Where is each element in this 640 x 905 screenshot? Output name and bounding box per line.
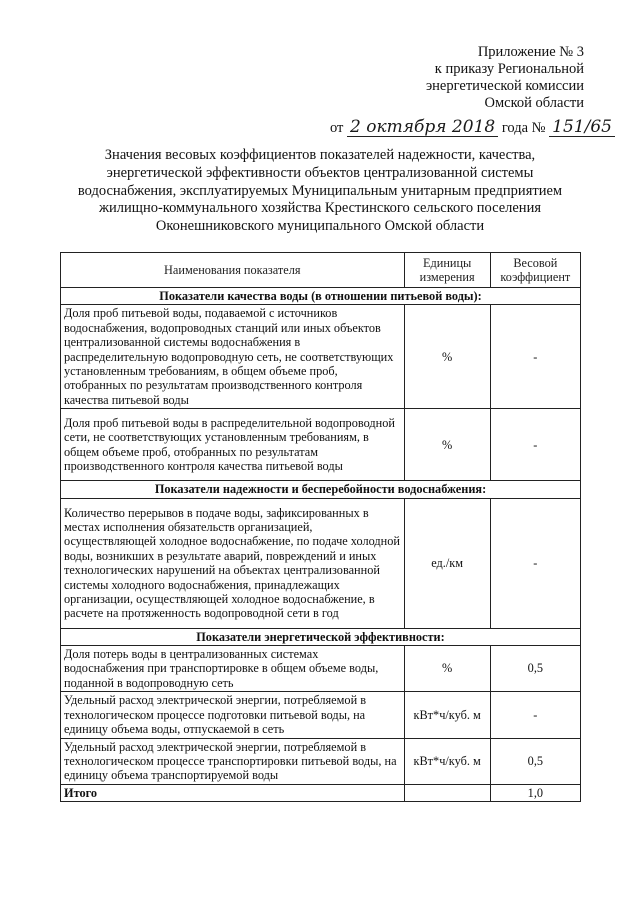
indicator-unit: %	[404, 409, 490, 481]
document-title	[60, 147, 580, 236]
table-header-row	[61, 253, 581, 288]
indicator-unit: %	[404, 646, 490, 692]
indicator-coefficient: -	[490, 409, 580, 481]
header-line: Приложение № 3	[477, 44, 584, 60]
indicator-name: Количество перерывов в подаче воды, зафиксированных в местах исполнения обязательств организацией, осуществляющей холодное водоснабжение, по подаче холодной воды, возникших в результате аварий, повреждений и иных технологических нарушений на объектах централизованной системы холодного водоснабжения, принадлежащих организации, осуществляющей холодное водоснабжение, в расчете на протяженность водопроводной сети в год	[61, 498, 405, 628]
title-line: энергетической эффективности объектов централизованной системы	[106, 164, 534, 181]
indicator-unit: %	[404, 305, 490, 409]
appendix-header	[324, 44, 584, 112]
indicator-name: Доля проб питьевой воды в распределительной водопроводной сети, не соответствующих установленным требованиям, в общем объеме проб, отобранных по результатам производственного контроля качества питьевой воды	[61, 409, 405, 481]
section-row-reliability	[61, 481, 581, 498]
total-label: Итого	[61, 784, 405, 801]
column-header-name: Наименования показателя	[61, 253, 405, 288]
table-row	[61, 738, 581, 784]
indicator-name: Доля проб питьевой воды, подаваемой с источников водоснабжения, водопроводных станций или иных объектов централизованной системы водоснабжения в распределительную водопроводную сеть, не соответствующих установленным требованиям, в общем объеме проб, отобранных по результатам производственного контроля качества питьевой воды	[61, 305, 405, 409]
indicator-unit: кВт*ч/куб. м	[404, 738, 490, 784]
indicator-unit: кВт*ч/куб. м	[404, 692, 490, 738]
indicator-unit: ед./км	[404, 498, 490, 628]
table-row	[61, 409, 581, 481]
title-line: Оконешниковского муниципального Омской области	[155, 218, 485, 235]
column-header-unit: Единицы измерения	[404, 253, 490, 288]
title-line: Значения весовых коэффициентов показателей надежности, качества,	[104, 147, 536, 163]
indicator-coefficient: 0,5	[490, 738, 580, 784]
handwritten-order-number: 151/65	[549, 118, 615, 137]
header-line: энергетической комиссии	[425, 78, 584, 94]
indicator-coefficient: -	[490, 305, 580, 409]
table-row	[61, 498, 581, 628]
table-row	[61, 692, 581, 738]
indicator-name: Удельный расход электрической энергии, потребляемой в технологическом процессе транспортировки питьевой воды, на единицу объема транспортируемой воды	[61, 738, 405, 784]
title-line: жилищно-коммунального хозяйства Крестинского сельского поселения	[99, 200, 541, 217]
indicator-name: Удельный расход электрической энергии, потребляемой в технологическом процессе подготовки питьевой воды, на единицу объема воды, отпускаемой в сеть	[61, 692, 405, 738]
section-title: Показатели качества воды (в отношении питьевой воды):	[61, 288, 581, 305]
section-row-energy	[61, 628, 581, 645]
indicator-coefficient: -	[490, 498, 580, 628]
order-date-line	[330, 118, 620, 138]
title-line: водоснабжения, эксплуатируемых Муниципальным унитарным предприятием	[77, 182, 563, 199]
order-number-label: года №	[501, 120, 546, 136]
table-row	[61, 646, 581, 692]
header-line: к приказу Региональной	[434, 61, 584, 77]
section-title: Показатели надежности и бесперебойности водоснабжения:	[61, 481, 581, 498]
indicator-coefficient: -	[490, 692, 580, 738]
handwritten-date: 2 октября 2018	[347, 118, 498, 137]
column-header-coefficient: Весовой коэффициент	[490, 253, 580, 288]
indicator-coefficient: 0,5	[490, 646, 580, 692]
section-title: Показатели энергетической эффективности:	[61, 628, 581, 645]
total-unit	[404, 784, 490, 801]
table-row	[61, 305, 581, 409]
section-row-quality	[61, 288, 581, 305]
header-line: Омской области	[484, 95, 584, 111]
total-row	[61, 784, 581, 801]
coefficients-table	[60, 252, 581, 802]
date-prefix: от	[330, 120, 344, 136]
indicator-name: Доля потерь воды в централизованных системах водоснабжения при транспортировке в общем объеме воды, поданной в водопроводную сеть	[61, 646, 405, 692]
total-coefficient: 1,0	[490, 784, 580, 801]
